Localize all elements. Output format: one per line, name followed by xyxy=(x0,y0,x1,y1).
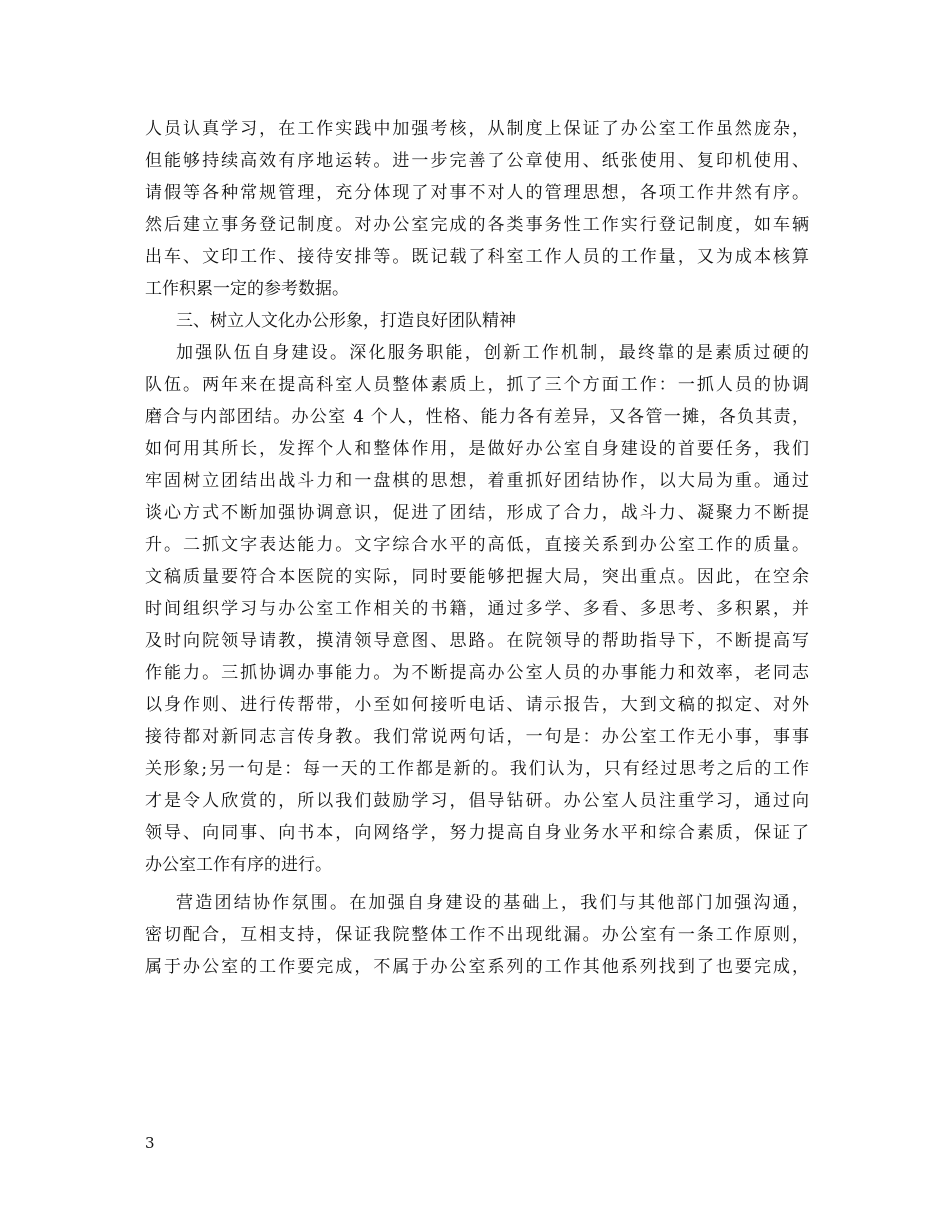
text-line: 才是令人欣赏的，所以我们鼓励学习，倡导钻研。办公室人员注重学习，通过向 xyxy=(145,791,809,811)
text-line: 密切配合，互相支持，保证我院整体工作不出现纰漏。办公室有一条工作原则， xyxy=(145,925,809,945)
text-line: 以身作则、进行传帮带，小至如何接听电话、请示报告，大到文稿的拟定、对外 xyxy=(145,695,809,715)
text-line: 及时向院领导请教，摸清领导意图、思路。在院领导的帮助指导下，不断提高写 xyxy=(145,631,809,651)
text-line: 文稿质量要符合本医院的实际，同时要能够把握大局，突出重点。因此，在空余 xyxy=(145,567,809,587)
text-line: 升。二抓文字表达能力。文字综合水平的高低，直接关系到办公室工作的质量。 xyxy=(145,535,809,555)
text-line: 领导、向同事、向书本，向网络学，努力提高自身业务水平和综合素质，保证了 xyxy=(145,823,809,843)
text-line: 关形象;另一句是：每一天的工作都是新的。我们认为，只有经过思考之后的工作 xyxy=(145,759,809,779)
text-line: 如何用其所长，发挥个人和整体作用，是做好办公室自身建设的首要任务，我们 xyxy=(145,439,809,459)
text-line: 队伍。两年来在提高科室人员整体素质上，抓了三个方面工作：一抓人员的协调 xyxy=(145,375,809,395)
text-line: 请假等各种常规管理，充分体现了对事不对人的管理思想，各项工作井然有序。 xyxy=(145,183,809,203)
text-line: 磨合与内部团结。办公室 4 个人，性格、能力各有差异，又各管一摊，各负其责， xyxy=(145,407,809,427)
section-heading: 三、树立人文化办公形象，打造良好团队精神 xyxy=(176,311,516,331)
text-line: 但能够持续高效有序地运转。进一步完善了公章使用、纸张使用、复印机使用、 xyxy=(145,151,809,171)
text-line: 人员认真学习，在工作实践中加强考核，从制度上保证了办公室工作虽然庞杂， xyxy=(145,119,809,139)
text-line: 属于办公室的工作要完成，不属于办公室系列的工作其他系列找到了也要完成， xyxy=(145,957,809,977)
text-line: 谈心方式不断加强协调意识，促进了团结，形成了合力，战斗力、凝聚力不断提 xyxy=(145,503,809,523)
document-body xyxy=(145,113,809,983)
text-line: 然后建立事务登记制度。对办公室完成的各类事务性工作实行登记制度，如车辆 xyxy=(145,215,809,235)
text-line: 作能力。三抓协调办事能力。为不断提高办公室人员的办事能力和效率，老同志 xyxy=(145,663,809,683)
paragraph-first-line: 营造团结协作氛围。在加强自身建设的基础上，我们与其他部门加强沟通， xyxy=(176,893,809,913)
text-line: 接待都对新同志言传身教。我们常说两句话，一句是：办公室工作无小事，事事 xyxy=(145,727,809,747)
text-line: 办公室工作有序的进行。 xyxy=(145,855,332,875)
paragraph-first-line: 加强队伍自身建设。深化服务职能，创新工作机制，最终靠的是素质过硬的 xyxy=(176,343,809,363)
page-number: 3 xyxy=(145,1134,155,1152)
text-line: 时间组织学习与办公室工作相关的书籍，通过多学、多看、多思考、多积累，并 xyxy=(145,599,809,619)
text-line: 出车、文印工作、接待安排等。既记载了科室工作人员的工作量，又为成本核算 xyxy=(145,247,809,267)
text-line: 工作积累一定的参考数据。 xyxy=(145,279,349,299)
text-line: 牢固树立团结出战斗力和一盘棋的思想，着重抓好团结协作，以大局为重。通过 xyxy=(145,471,809,491)
